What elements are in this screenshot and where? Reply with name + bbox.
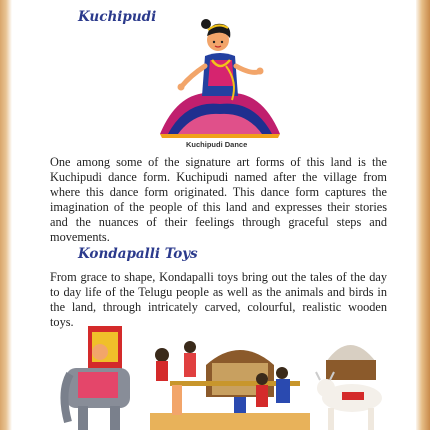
section-title-kondapalli: Kondapalli Toys (78, 246, 198, 262)
kondapalli-paragraph: From grace to shape, Kondapalli toys bring out the tales of the day to day life of the Telugu people as well as the animals and birds in the land, through intricately carved, colourful, realistic wooden toys. (50, 270, 387, 329)
elephant-toy-image (56, 322, 136, 430)
image-caption: Kuchipudi Dance (186, 140, 248, 149)
bullock-cart-toy-image (312, 322, 390, 430)
section-title-kuchipudi: Kuchipudi (78, 9, 157, 25)
palanquin-toy-image (150, 325, 310, 430)
kuchipudi-paragraph: One among some of the signature art forms of this land is the Kuchipudi dance form. Kuchipudi named after the village from where this dance form originated. This dance form captures the imagination of the people of this land and expresses their stories and the nuances of their feelings through graceful steps and movements. (50, 155, 387, 244)
kuchipudi-dancer-illustration (150, 16, 290, 140)
